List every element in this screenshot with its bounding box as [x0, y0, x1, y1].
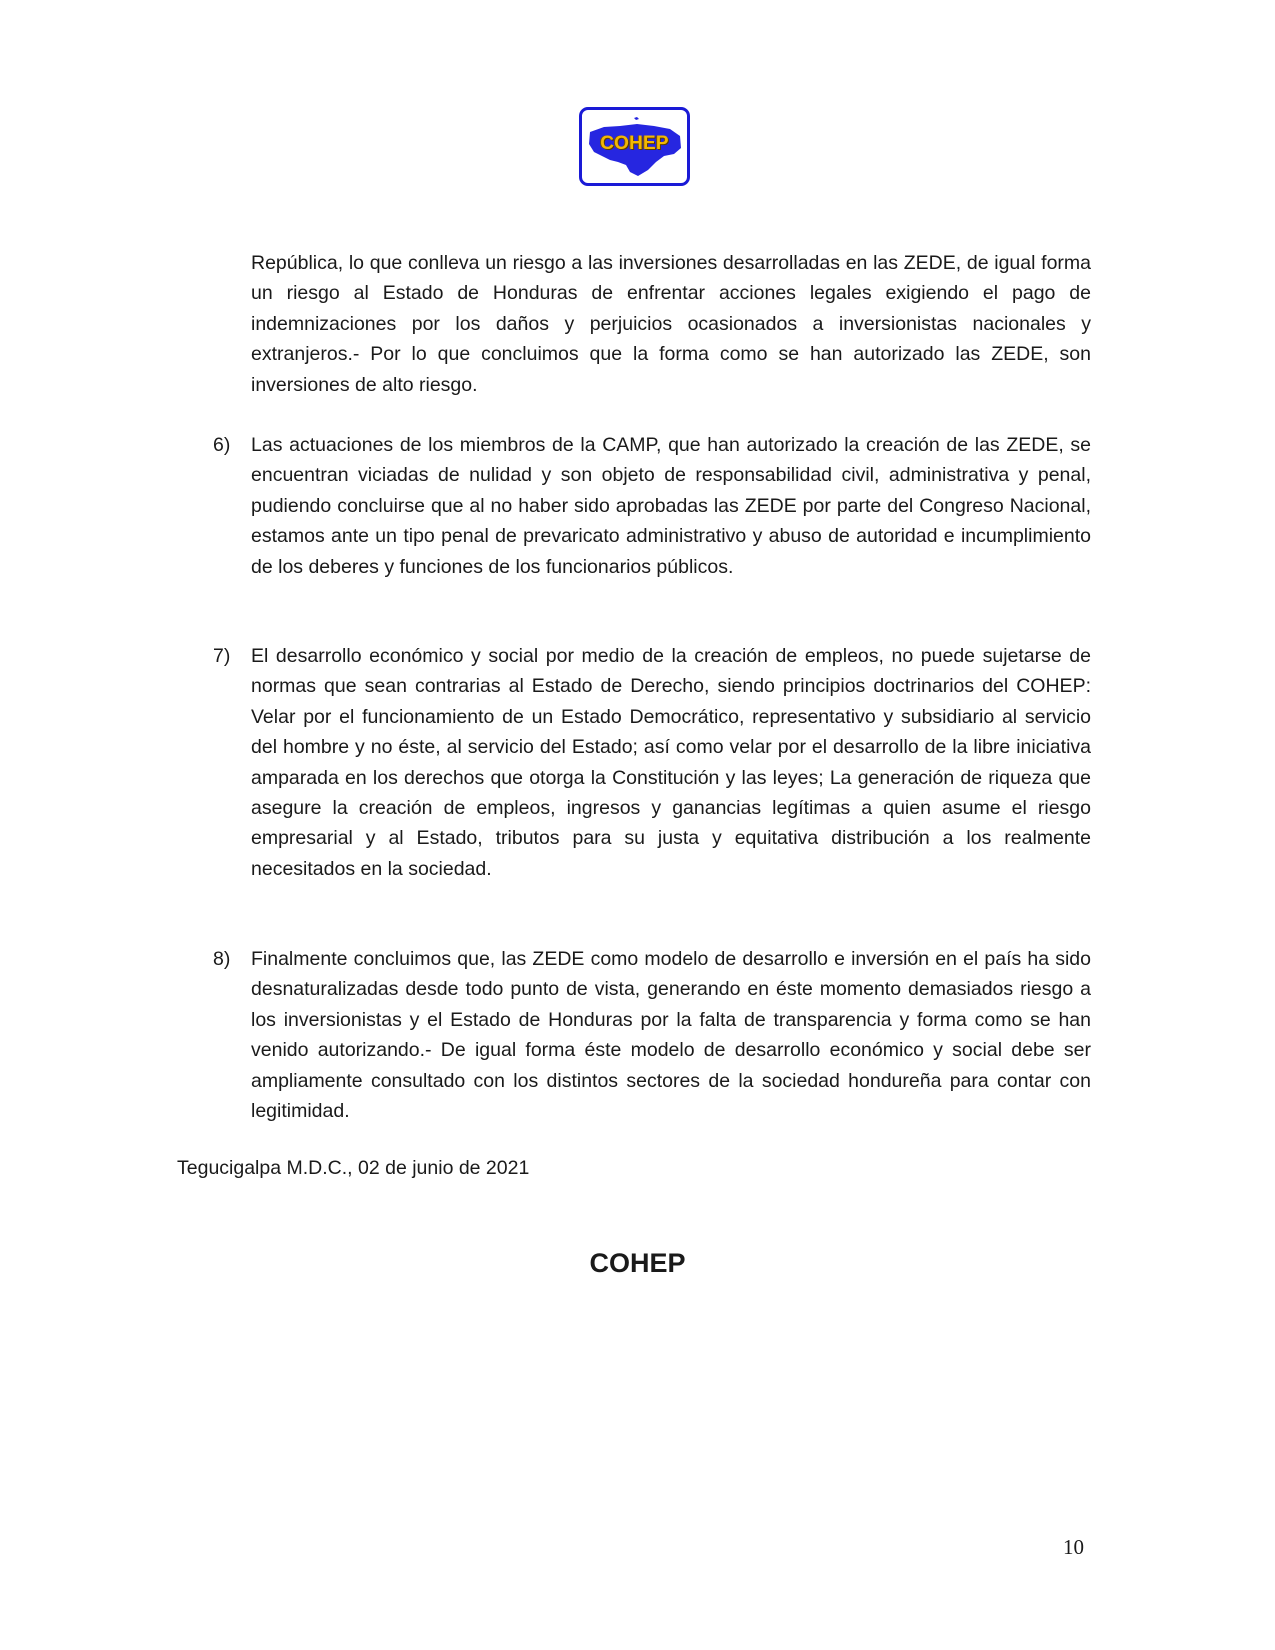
list-item — [213, 641, 1091, 884]
list-item-text: Las actuaciones de los miembros de la CAMP, que han autorizado la creación de las ZEDE, se encuentran viciadas de nulidad y son objeto de responsabilidad civil, administrativa y penal, pudiendo concluirse que al no haber sido aprobadas las ZEDE por parte del Congreso Nacional, estamos ante un tipo penal de prevaricato administrativo y abuso de autoridad e incumplimiento de los deberes y funciones de los funcionarios públicos. — [251, 434, 1091, 578]
list-item-number: 7) — [213, 645, 231, 667]
signature: COHEP — [589, 1248, 686, 1278]
list-item-number: 6) — [213, 434, 231, 456]
list-item-number: 8) — [213, 948, 231, 970]
cohep-logo — [579, 107, 690, 186]
list-item — [213, 430, 1091, 582]
paragraph-continuation: República, lo que conlleva un riesgo a las inversiones desarrolladas en las ZEDE, de igual forma un riesgo al Estado de Honduras de enfrentar acciones legales exigiendo el pago de indemnizaciones por los daños y perjuicios ocasionados a inversionistas nacionales y extranjeros.- Por lo que concluimos que la forma como se han autorizado las ZEDE, son inversiones de alto riesgo. — [251, 252, 1091, 396]
list-item-text: El desarrollo económico y social por medio de la creación de empleos, no puede sujetarse de normas que sean contrarias al Estado de Derecho, siendo principios doctrinarios del COHEP: Velar por el funcionamiento de un Estado Democrático, representativo y subsidiario al servicio del hombre y no éste, al servicio del Estado; así como velar por el desarrollo de la libre iniciativa amparada en los derechos que otorga la Constitución y las leyes; La generación de riqueza que asegure la creación de empleos, ingresos y ganancias legítimas a quien asume el riesgo empresarial y al Estado, tributos para su justa y equitativa distribución a los realmente necesitados en la sociedad. — [251, 645, 1091, 880]
list-item — [213, 944, 1091, 1126]
dateline: Tegucigalpa M.D.C., 02 de junio de 2021 — [177, 1157, 530, 1179]
list-item-text: Finalmente concluimos que, las ZEDE como modelo de desarrollo e inversión en el país ha sido desnaturalizadas desde todo punto de vista, generando en éste momento demasiados riesgo a los inversionistas y el Estado de Honduras por la falta de transparencia y forma como se han venido autorizando.- De igual forma éste modelo de desarrollo económico y social debe ser ampliamente consultado con los distintos sectores de la sociedad hondureña para contar con legitimidad. — [251, 948, 1091, 1123]
logo-wordmark: COHEP — [600, 133, 669, 154]
page-number: 10 — [1063, 1535, 1084, 1559]
